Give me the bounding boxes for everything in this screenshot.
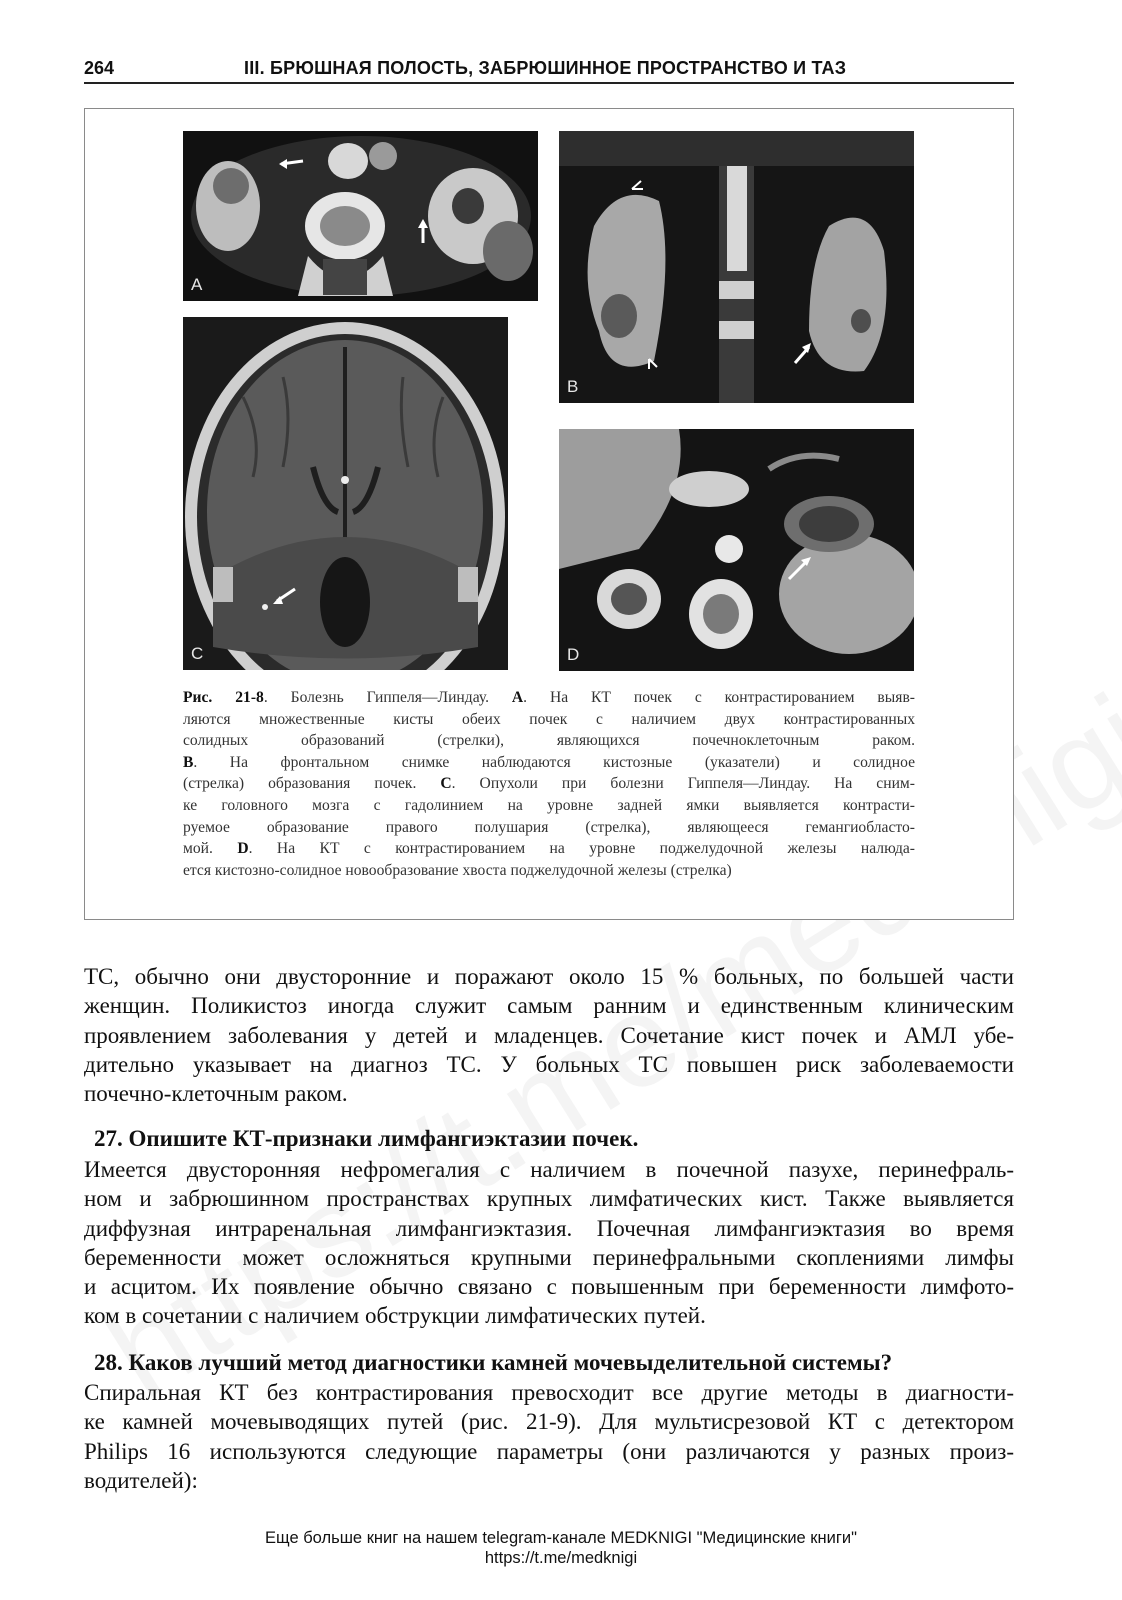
- figure-frame: [84, 108, 1014, 920]
- paragraph-line: диффузная интраренальная лимфангиэктазия. Почечная лимфангиэктазия во время: [84, 1215, 1014, 1241]
- footer-promo-text: Еще больше книг на нашем telegram-канале MEDKNIGI "Медицинские книги": [265, 1529, 857, 1547]
- answer-27: [84, 1155, 1014, 1331]
- paragraph-line: Спиральная КТ без контрастирования превосходит все другие методы в диагности-: [84, 1380, 1014, 1405]
- footer-promo: [0, 1528, 1122, 1568]
- paragraph-line: женщин. Поликистоз иногда служит самым ранним и единственным клиническим: [84, 993, 1014, 1019]
- caption-line: B. На фронтальном снимке наблюдаются кистозные (указатели) и солидное: [183, 753, 915, 771]
- running-head: [84, 56, 1014, 84]
- caption-line: ется кистозно-солидное новообразование хвоста поджелудочной железы (стрелка): [183, 861, 732, 879]
- caption-line: (стрелка) образования почек. C. Опухоли при болезни Гиппеля—Линдау. На сним-: [183, 775, 915, 793]
- paragraph-line: беременности может осложняться крупными перинефральными скоплениями лимфы: [84, 1244, 1014, 1270]
- question-28-heading: 28. Каков лучший метод диагностики камней мочевыделительной системы?: [94, 1350, 893, 1375]
- paragraph-line: водителей):: [84, 1467, 198, 1493]
- page-number: 264: [84, 58, 115, 78]
- caption-line: руемое образование правого полушария (стрелка), являющееся гемангиобласто-: [183, 818, 915, 836]
- panel-label-d: D: [567, 645, 580, 664]
- figure-panel-b: [559, 131, 914, 403]
- paragraph-ts: [84, 962, 1014, 1108]
- caption-line: ке головного мозга с гадолинием на уровне задней ямки выявляется контрасти-: [183, 796, 915, 814]
- chapter-title: III. БРЮШНАЯ ПОЛОСТЬ, ЗАБРЮШИННОЕ ПРОСТРАНСТВО И ТАЗ: [244, 58, 847, 78]
- paragraph-line: и асцитом. Их появление обычно связано с повышенным при беременности лимфото-: [84, 1274, 1014, 1300]
- paragraph-line: ТС, обычно они двусторонние и поражают около 15 % больных, по большей части: [84, 964, 1014, 989]
- ct-coronal-kidneys-image: [559, 131, 914, 403]
- caption-line: ляются множественные кисты обеих почек с наличием двух контрастированных: [183, 710, 915, 728]
- caption-line: солидных образований (стрелки), являющихся почечноклеточным раком.: [183, 732, 915, 750]
- figure-number: Рис. 21-8: [183, 689, 264, 706]
- panel-label-b: B: [567, 377, 579, 396]
- paragraph-line: Philips 16 используются следующие параметры (они различаются у разных произ-: [84, 1438, 1014, 1464]
- paragraph-line: проявлением заболевания у детей и младенцев. Сочетание кист почек и АМЛ убе-: [84, 1022, 1014, 1048]
- paragraph-line: почечно-клеточным раком.: [84, 1081, 348, 1107]
- question-27-heading: 27. Опишите КТ-признаки лимфангиэктазии почек.: [94, 1126, 639, 1151]
- caption-line: мой. D. На КТ с контрастированием на уровне поджелудочной железы налюда-: [183, 840, 915, 858]
- header-rule: [84, 82, 1014, 84]
- ct-axial-kidneys-image: [183, 131, 538, 301]
- paragraph-line: ком в сочетании с наличием обструкции лимфатических путей.: [84, 1303, 706, 1329]
- answer-28: [84, 1378, 1014, 1495]
- figure-panel-c: [183, 317, 508, 670]
- paragraph-line: ном и забрюшинном пространствах крупных лимфатических кист. Также выявляется: [84, 1186, 1014, 1212]
- footer-telegram-link[interactable]: https://t.me/medknigi: [484, 1549, 638, 1567]
- panel-label-a: A: [191, 275, 203, 294]
- paragraph-line: дительно указывает на диагноз ТС. У больных ТС повышен риск заболеваемости: [84, 1051, 1014, 1077]
- figure-panel-a: [183, 131, 538, 301]
- mri-brain-image: [183, 317, 508, 670]
- panel-label-c: C: [191, 644, 204, 663]
- caption-line: Рис. 21-8. Болезнь Гиппеля—Линдау. A. На КТ почек с контрастированием выяв-: [183, 689, 915, 706]
- paragraph-line: ке камней мочевыводящих путей (рис. 21-9). Для мультисрезовой КТ с детектором: [84, 1409, 1014, 1435]
- ct-axial-pancreas-image: [559, 429, 914, 671]
- figure-caption: [183, 687, 915, 881]
- paragraph-line: Имеется двусторонняя нефромегалия с наличием в почечной пазухе, перинефраль-: [84, 1157, 1014, 1182]
- figure-panel-d: [559, 429, 914, 671]
